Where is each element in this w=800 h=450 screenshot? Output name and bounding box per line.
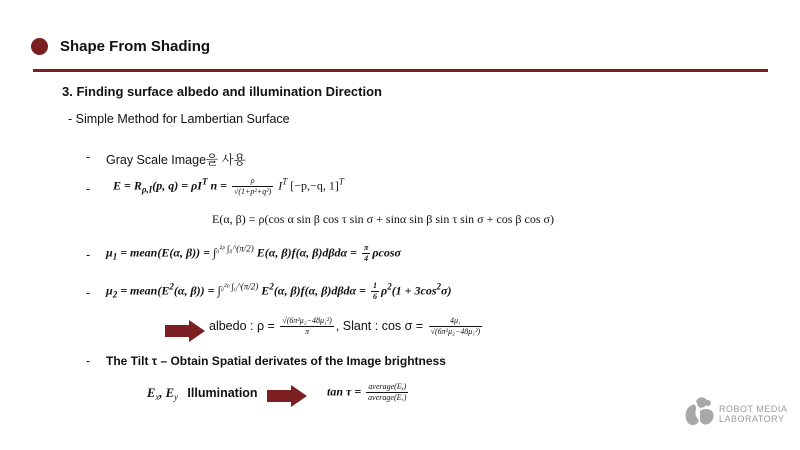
right-arrow-icon	[165, 320, 205, 342]
bullet-dash: -	[86, 248, 91, 262]
section-heading: 3. Finding surface albedo and illumination Direction	[62, 84, 382, 99]
equation-mu1: $\mu_1$ = mean(E(α, β)) = ∫$^{_0^2ᵖ \int_0\^{}(\pi/2)}$ E(α, β)f(α, β)dβdα = $\frac{\pi}{4}$ ρcosσ	[106, 243, 402, 263]
bullet-dash: -	[86, 286, 91, 300]
title-divider	[33, 69, 768, 72]
robot-media-lab-logo-icon	[682, 393, 718, 429]
subsection-heading: - Simple Method for Lambertian Surface	[68, 112, 290, 126]
right-arrow-icon	[267, 385, 307, 407]
equation-reflectance: $E = R_{\rho,I}(p$, $q) = \rho I^T$ n = $\frac{\rho}{\text{√(1+p²+q²)}}$ $I^T$ [−p,−q, 1]$^T$	[113, 176, 344, 196]
title-bullet-dot	[31, 38, 48, 55]
bullet-dash: -	[86, 182, 91, 196]
bullet-tilt: The Tilt τ – Obtain Spatial derivates of the Image brightness	[106, 354, 446, 368]
bullet-dash: -	[86, 354, 91, 368]
equation-e-alpha-beta: E(α, β) = ρ(cos α sin β cos τ sin σ + sinα sin β sin τ sin σ + cos β cos σ)	[212, 212, 554, 226]
bullet-gray-scale: Gray Scale Image을 사용	[106, 153, 246, 167]
equation-tan-tau: tan τ = $\frac{\text{average(Eᵧ)}}{\text{average(Eₓ)}}$	[327, 382, 407, 402]
illumination-label: $E_x$, $E_y$ Illumination	[147, 386, 258, 402]
equation-albedo-slant: albedo : ρ = $\frac{\text{√(6π²μ₂−48μ₁²)}}{\pi}$ , Slant : cos σ = $\frac{\text{4μ₁}}{\text{√(6π²μ₂−48μ₁²)}}$	[209, 316, 481, 336]
slide-title: Shape From Shading	[60, 38, 211, 55]
equation-mu2: $\mu_2$ = $mean(E^2(\alpha$, β)) = ∫$^{_0^2ᵖ \int_0\^{}(\pi/2)}$ $E^2(\alpha$, β)f(α, β)dβdα = $\frac{1}{6}$ $\rho^2(1 + 3\cos^2\sigma)$	[106, 281, 452, 301]
bullet-dash: -	[86, 150, 91, 164]
logo-text: ROBOT MEDIA LABORATORY	[719, 404, 788, 424]
